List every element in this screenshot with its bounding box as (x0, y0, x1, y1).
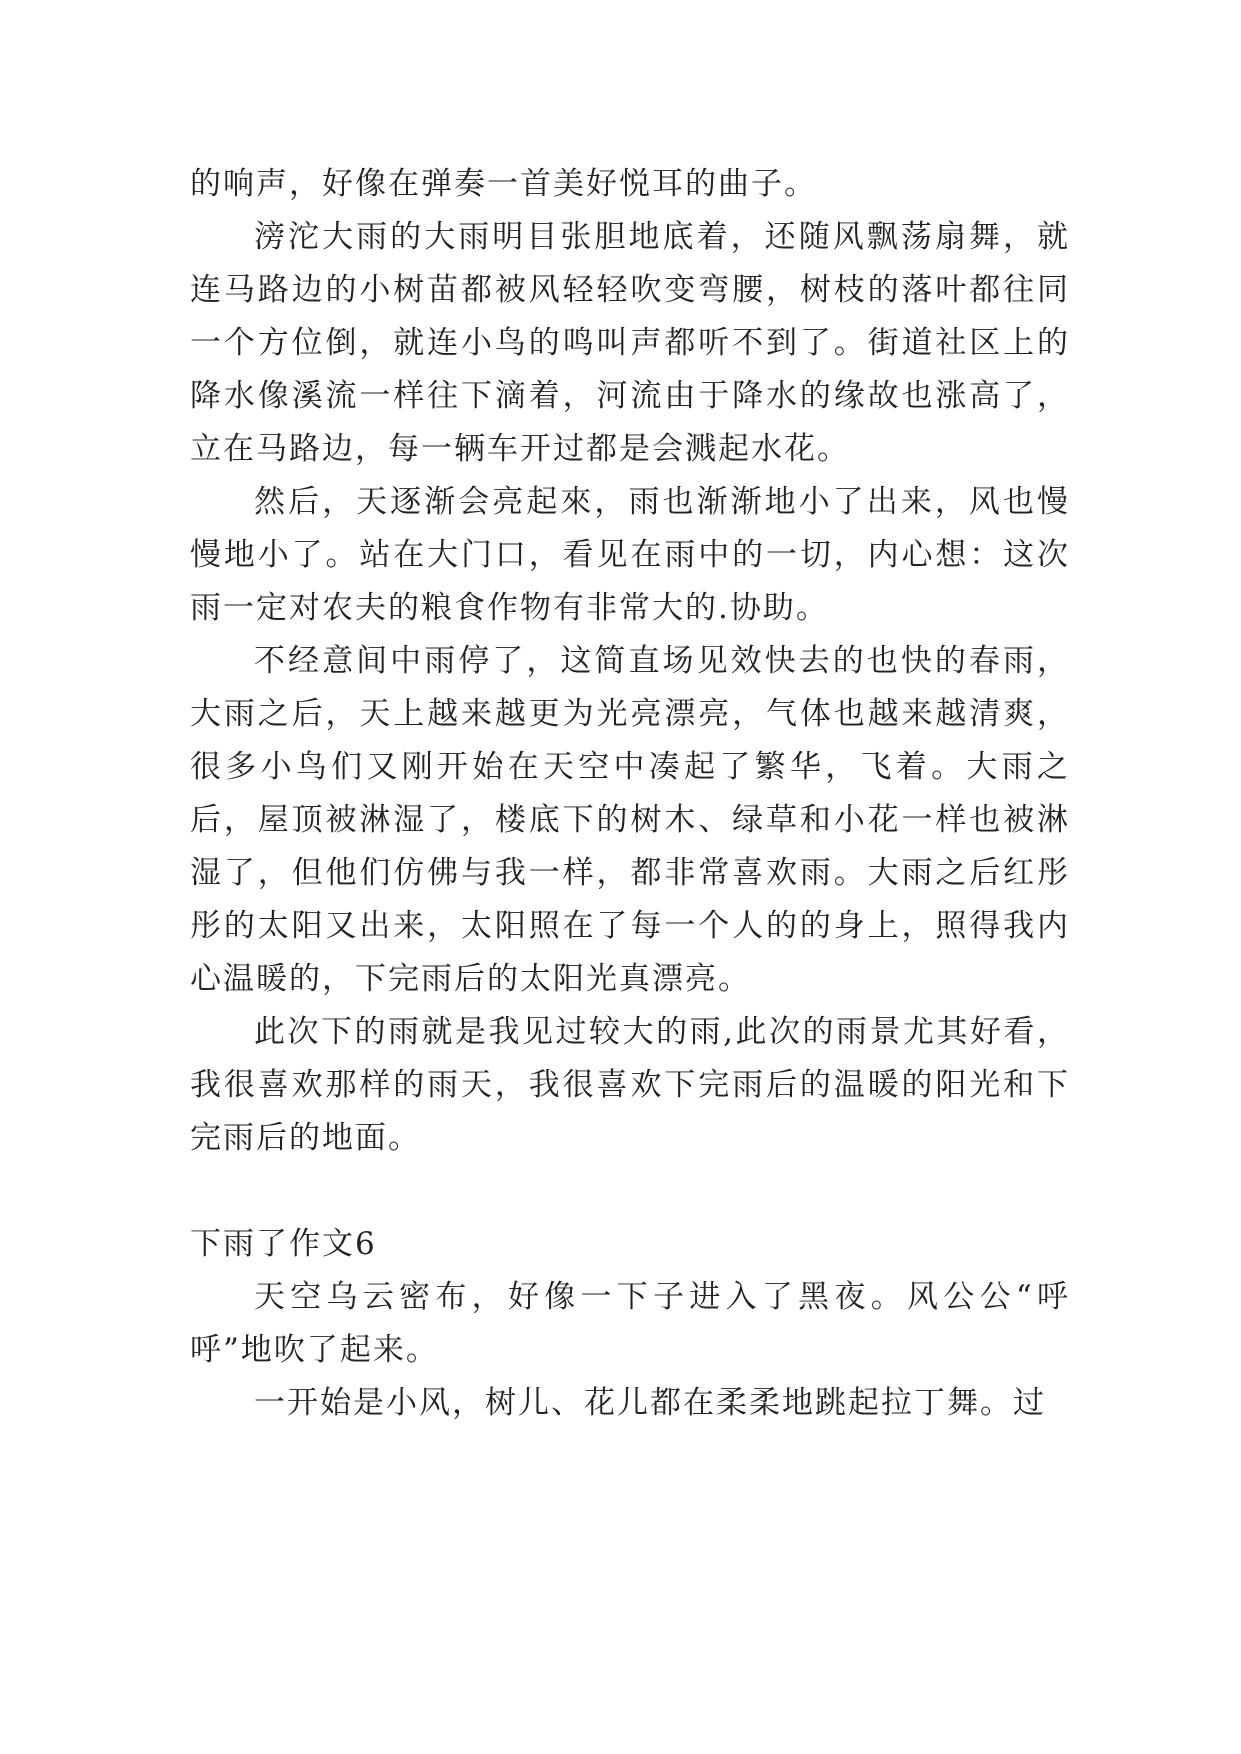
paragraph: 滂沱大雨的大雨明目张胆地底着，还随风飘荡扇舞，就连马路边的小树苗都被风轻轻吹变弯腰，树枝的落叶都往同一个方位倒，就连小鸟的鸣叫声都听不到了。街道社区上的降水像溪流一样往下滴着，河流由于降水的缘故也涨高了，立在马路边，每一辆车开过都是会溅起水花。 (190, 219, 1070, 467)
document-body (190, 158, 1070, 1430)
paragraph-continuation: 的响声，好像在弹奏一首美好悦耳的曲子。 (190, 166, 817, 202)
paragraph: 天空乌云密布，好像一下子进入了黑夜。风公公“呼呼”地吹了起来。 (190, 1279, 1070, 1368)
paragraph: 不经意间中雨停了，这简直场见效快去的也快的春雨，大雨之后，天上越来越更为光亮漂亮，气体也越来越清爽，很多小鸟们又刚开始在天空中凑起了繁华，飞着。大雨之后，屋顶被淋湿了，楼底下的树木、绿草和小花一样也被淋湿了，但他们仿佛与我一样，都非常喜欢雨。大雨之后红彤彤的太阳又出来，太阳照在了每一个人的的身上，照得我内心温暖的，下完雨后的太阳光真漂亮。 (190, 643, 1070, 997)
paragraph: 此次下的雨就是我见过较大的雨,此次的雨景尤其好看，我很喜欢那样的雨天，我很喜欢下完雨后的温暖的阳光和下完雨后的地面。 (190, 1014, 1070, 1156)
paragraph: 然后，天逐渐会亮起來，雨也渐渐地小了出来，风也慢慢地小了。站在大门口，看见在雨中的一切，内心想：这次雨一定对农夫的粮食作物有非常大的.协助。 (190, 484, 1070, 626)
section-heading: 下雨了作文6 (190, 1226, 377, 1262)
paragraph: 一开始是小风，树儿、花儿都在柔柔地跳起拉丁舞。过 (254, 1385, 1046, 1421)
